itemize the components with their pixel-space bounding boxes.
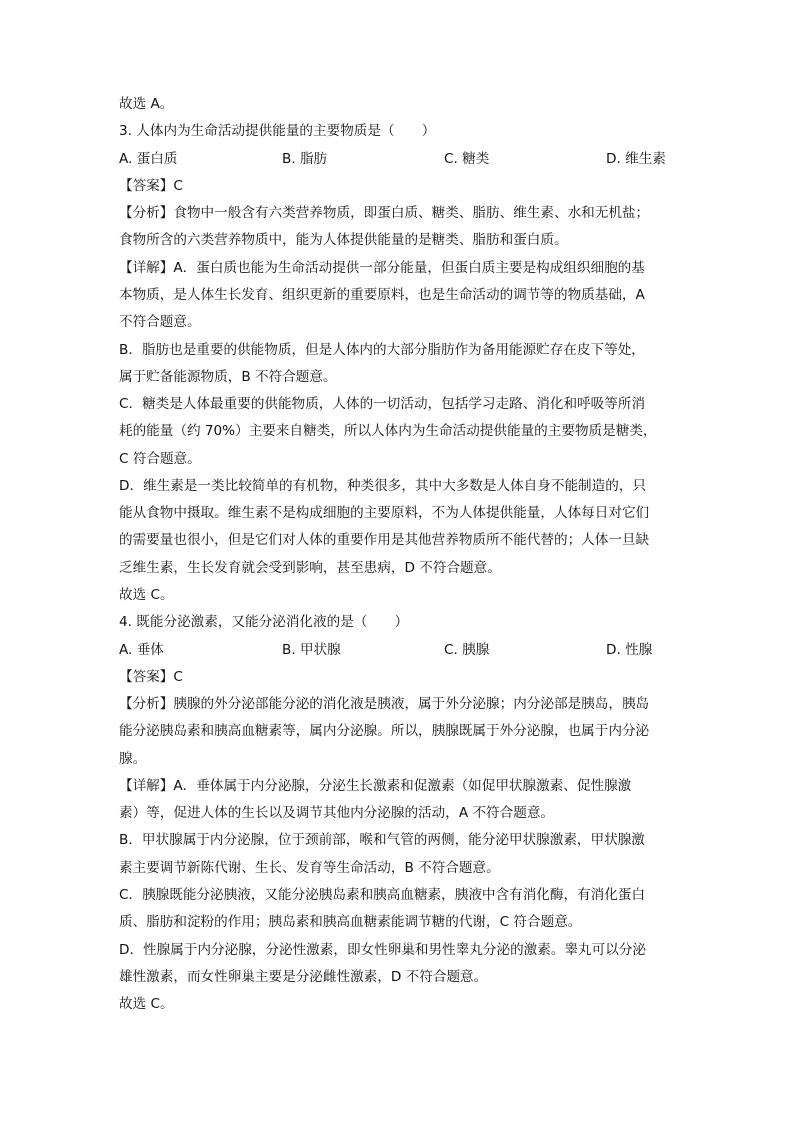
q3-analysis-line: 【分析】食物中一般含有六类营养物质，即蛋白质、糖类、脂肪、维生素、水和无机盐； (119, 205, 650, 221)
q3-conclusion: 故选 C。 (119, 587, 174, 603)
q4-detail-c-line: 质、脂肪和淀粉的作用；胰岛素和胰高血糖素能调节糖的代谢，C 符合题意。 (119, 914, 582, 930)
q3-detail-d-line: 能从食物中摄取。维生素不是构成细胞的主要原料，不为人体提供能量，人体每日对它们 (119, 505, 650, 521)
q3-detail-d-line: D．维生素是一类比较简单的有机物，种类很多，其中大多数是人体自身不能制造的，只 (119, 478, 647, 494)
q4-analysis-line: 能分泌胰岛素和胰高血糖素等，属内分泌腺。所以，胰腺既属于外分泌腺，也属于内分泌 (119, 723, 650, 739)
q3-detail-c-line: C 符合题意。 (119, 451, 201, 467)
q3-detail-c-line: C．糖类是人体最重要的供能物质，人体的一切活动，包括学习走路、消化和呼吸等所消 (119, 396, 646, 412)
q3-detail-c-line: 耗的能量（约 70%）主要来自糖类，所以人体内为生命活动提供能量的主要物质是糖类， (119, 423, 657, 439)
q4-option-d: D. 性腺 (606, 642, 653, 658)
q4-detail-b-line: 素主要调节新陈代谢、生长、发育等生命活动，B 不符合题意。 (119, 860, 500, 876)
q4-stem: 4. 既能分泌激素，又能分泌消化液的是（ ） (119, 614, 409, 630)
q3-detail-d-line: 乏维生素，生长发育就会受到影响，甚至患病，D 不符合题意。 (119, 560, 501, 576)
q4-option-a: A. 垂体 (119, 642, 164, 658)
q3-option-c: C. 糖类 (444, 151, 490, 167)
q3-stem: 3. 人体内为生命活动提供能量的主要物质是（ ） (119, 123, 436, 139)
q3-detail-a-line: 不符合题意。 (119, 314, 201, 330)
q4-detail-a-line: 素）等，促进人体的生长以及调节其他内分泌腺的活动，A 不符合题意。 (119, 805, 555, 821)
q3-detail-b-line: 属于贮备能源物质，B 不符合题意。 (119, 369, 337, 385)
q3-detail-b-line: B．脂肪也是重要的供能物质，但是人体内的大部分脂肪作为备用能源贮存在皮下等处， (119, 342, 645, 358)
q3-detail-a-line: 【详解】A．蛋白质也能为生命活动提供一部分能量，但蛋白质主要是构成组织细胞的基 (119, 260, 645, 276)
q4-detail-d-line: 雄性激素，而女性卵巢主要是分泌雌性激素，D 不符合题意。 (119, 969, 488, 985)
q4-detail-d-line: D．性腺属于内分泌腺，分泌性激素，即女性卵巢和男性睾丸分泌的激素。睾丸可以分泌 (119, 942, 647, 958)
q4-detail-b-line: B．甲状腺属于内分泌腺，位于颈前部，喉和气管的两侧，能分泌甲状腺激素，甲状腺激 (119, 832, 645, 848)
q3-analysis-line: 食物所含的六类营养物质中，能为人体提供能量的是糖类、脂肪和蛋白质。 (119, 232, 568, 248)
q3-detail-a-line: 本物质，是人体生长发育、组织更新的重要原料，也是生命活动的调节等的物质基础，A (119, 287, 645, 303)
q4-detail-a-line: 【详解】A．垂体属于内分泌腺，分泌生长激素和促激素（如促甲状腺激素、促性腺激 (119, 778, 632, 794)
previous-question-conclusion: 故选 A。 (119, 96, 174, 112)
q4-answer: 【答案】C (119, 669, 183, 685)
q3-detail-d-line: 的需要量也很小，但是它们对人体的重要作用是其他营养物质所不能代替的；人体一旦缺 (119, 532, 650, 548)
q4-detail-c-line: C．胰腺既能分泌胰液，又能分泌胰岛素和胰高血糖素，胰液中含有消化酶，有消化蛋白 (119, 887, 646, 903)
q3-option-b: B. 脂肪 (282, 151, 328, 167)
q4-conclusion: 故选 C。 (119, 996, 174, 1012)
q3-answer: 【答案】C (119, 178, 183, 194)
q4-option-c: C. 胰腺 (444, 642, 490, 658)
q3-option-d: D. 维生素 (606, 151, 666, 167)
q3-option-a: A. 蛋白质 (119, 151, 178, 167)
q4-option-b: B. 甲状腺 (282, 642, 341, 658)
q4-analysis-line: 【分析】胰腺的外分泌部能分泌的消化液是胰液，属于外分泌腺；内分泌部是胰岛，胰岛 (119, 696, 650, 712)
q4-analysis-line: 腺。 (119, 751, 147, 767)
